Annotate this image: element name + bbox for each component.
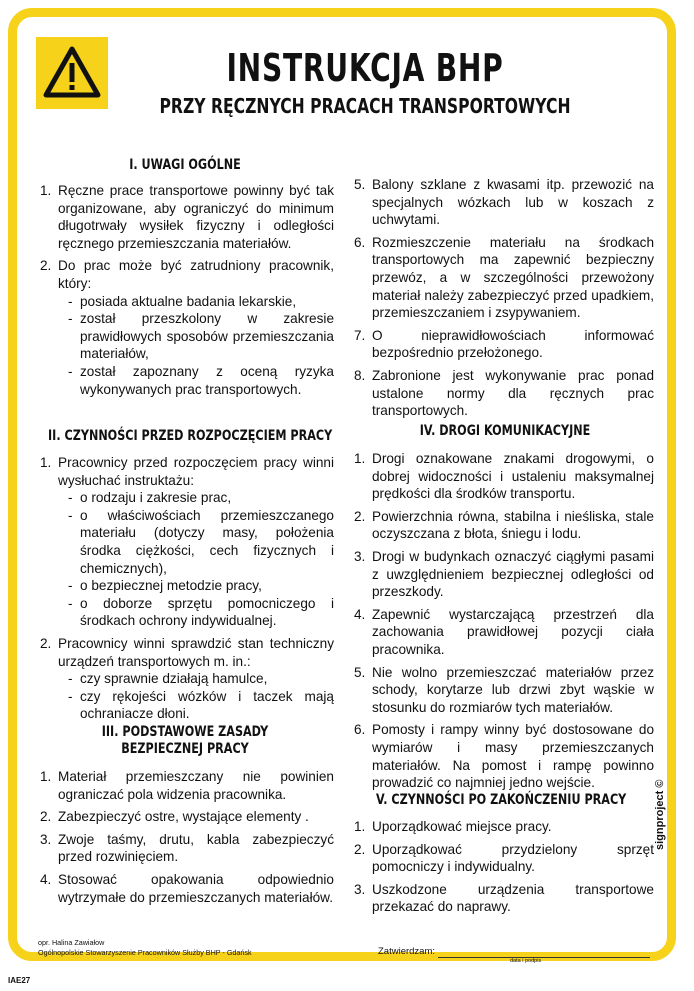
sub-item: - o rodzaju i zakresie prac, [68,489,334,507]
list-item: 8. Zabronione jest wykonywanie prac ponad ustalone normy dla ręcznych prac transportowych. [354,367,654,419]
approved-label: Zatwierdzam: [378,946,436,957]
product-code: IAE27 [8,976,31,985]
signature-caption: data i podpis [510,958,542,964]
signature-line [438,957,650,958]
footer-author: opr. Halina Zawiałow [38,938,105,947]
list-item: 6. Pomosty i rampy winny być dostosowane do wymiarów i masy przemieszczanych materiałów. Na pomost i rampę powinno prowadzić co najmniej jedno wejście. [354,722,654,791]
section-heading-2: II. CZYNNOŚCI PRZED ROZPOCZĘCIEM PRACY [48,428,333,444]
list-item: 4. Stosować opakowania odpowiednio wytrzymałe do przemieszczanych materiałów. [40,871,334,905]
sub-item: - o doborze sprzętu pomocniczego i środkach ochrony indywidualnej. [68,595,334,630]
sub-item: - o właściwościach przemieszczanego materiału (dotyczy masy, położenia środka ciężkości, cech fizycznych i chemicznych), [68,507,334,577]
section-heading-3: III. PODSTAWOWE ZASADY BEZPIECZNEJ PRACY [101,724,269,757]
list-item: 2. Uporządkować przydzielony sprzęt pomocniczy i indywidualny. [354,841,654,875]
list-item: 2. Do prac może być zatrudniony pracownik, który: - posiada aktualne badania lekarskie, - został przeszkolony w zakresie prawidłowych sposobów przemieszczania materiałów, - został zapoznany z oceną ryzyka wykonywanych prac transportowych. [38,257,334,398]
section-3-list [38,768,334,911]
list-item: 4. Zapewnić wystarczającą przestrzeń dla zachowania prawidłowej pozycji ciała pracownika. [354,606,654,657]
sub-item: - został zapoznany z oceną ryzyka wykonywanych prac transportowych. [68,363,334,398]
section-3-list-continued [352,176,654,425]
sub-item: - czy rękojeści wózków i taczek mają ochraniacze dłoni. [68,688,334,723]
warning-triangle-icon [36,37,108,109]
list-item: 6. Rozmieszczenie materiału na środkach transportowych ma zapewnić bezpieczny przewóz, a w szczególności przewożony materiał należy zabezpieczyć przed upadkiem, przemieszczaniem i zsypywaniem. [354,234,654,321]
list-item: 5. Balony szklane z kwasami itp. przewozić na specjalnych wózkach lub w koszach z uchwytami. [354,177,654,228]
list-item: 1. Materiał przemieszczany nie powinien ograniczać pola widzenia pracownika. [40,769,334,802]
section-heading-5: V. CZYNNOŚCI PO ZAKOŃCZENIU PRACY [376,792,627,808]
list-item: 1. Ręczne prace transportowe powinny być tak organizowane, aby ograniczyć do minimum długotrwały wysiłek fizyczny i odległości ręcznego przemieszczania materiałów. [40,183,334,251]
list-item: 3. Uszkodzone urządzenia transportowe przekazać do naprawy. [354,881,654,915]
list-item: 1. Drogi oznakowane znakami drogowymi, o dobrej widoczności i ustaleniu maksymalnej prędkości dla środków transportu. [354,451,654,502]
section-1-list [38,182,334,403]
page-subtitle: PRZY RĘCZNYCH PRACACH TRANSPORTOWYCH [159,94,571,118]
section-heading-1: I. UWAGI OGÓLNE [129,157,241,173]
list-item: 1. Pracownicy przed rozpoczęciem pracy winni wysłuchać instruktażu: - o rodzaju i zakresie prac, - o właściwościach przemieszczanego materiału (dotyczy masy, położenia środka ciężkości, cech fizycznych i chemicznych), - o bezpiecznej metodzie pracy, - o doborze sprzętu pomocniczego i środkach ochrony indywidualnej. [38,454,334,630]
list-item: 5. Nie wolno przemieszczać materiałów przez schody, korytarze lub drzwi zbyt wąskie w stosunku do rozmiarów tych materiałów. [354,664,654,715]
sub-item: - posiada aktualne badania lekarskie, [68,293,334,311]
list-item: 3. Drogi w budynkach oznaczyć ciągłymi pasami z uwzględnieniem bezpiecznej odległości od przeszkody. [354,548,654,600]
brand-mark: signproject © [654,779,666,850]
footer-organization: Ogólnopolskie Stowarzyszenie Pracowników Służby BHP - Gdańsk [38,948,252,957]
section-heading-4: IV. DROGI KOMUNIKACYJNE [419,423,591,439]
list-item: 1. Uporządkować miejsce pracy. [354,819,552,834]
list-item: 2. Powierzchnia równa, stabilna i nieśliska, stale oczyszczana z błota, śniegu i lodu. [354,508,654,542]
page-title: INSTRUKCJA BHP [226,46,504,90]
list-item: 2. Pracownicy winni sprawdzić stan techniczny urządzeń transportowych m. in.: - czy sprawnie działają hamulce, - czy rękojeści wózków i taczek mają ochraniacze dłoni. [38,635,334,723]
list-item: 3. Zwoje taśmy, drutu, kabla zabezpieczyć przed rozwinięciem. [40,831,334,865]
footer-credits [38,938,252,958]
list-item: 7. O nieprawidłowościach informować bezpośrednio przełożonego. [354,327,654,361]
list-item: 2. Zabezpieczyć ostre, wystające elementy . [40,809,309,825]
sub-item: - został przeszkolony w zakresie prawidłowych sposobów przemieszczania materiałów, [68,310,334,363]
section-2-list [38,454,334,728]
section-4-list [352,450,654,797]
sub-item: - o bezpiecznej metodzie pracy, [68,577,334,595]
section-5-list [352,818,654,921]
sub-item: - czy sprawnie działają hamulce, [68,670,334,688]
